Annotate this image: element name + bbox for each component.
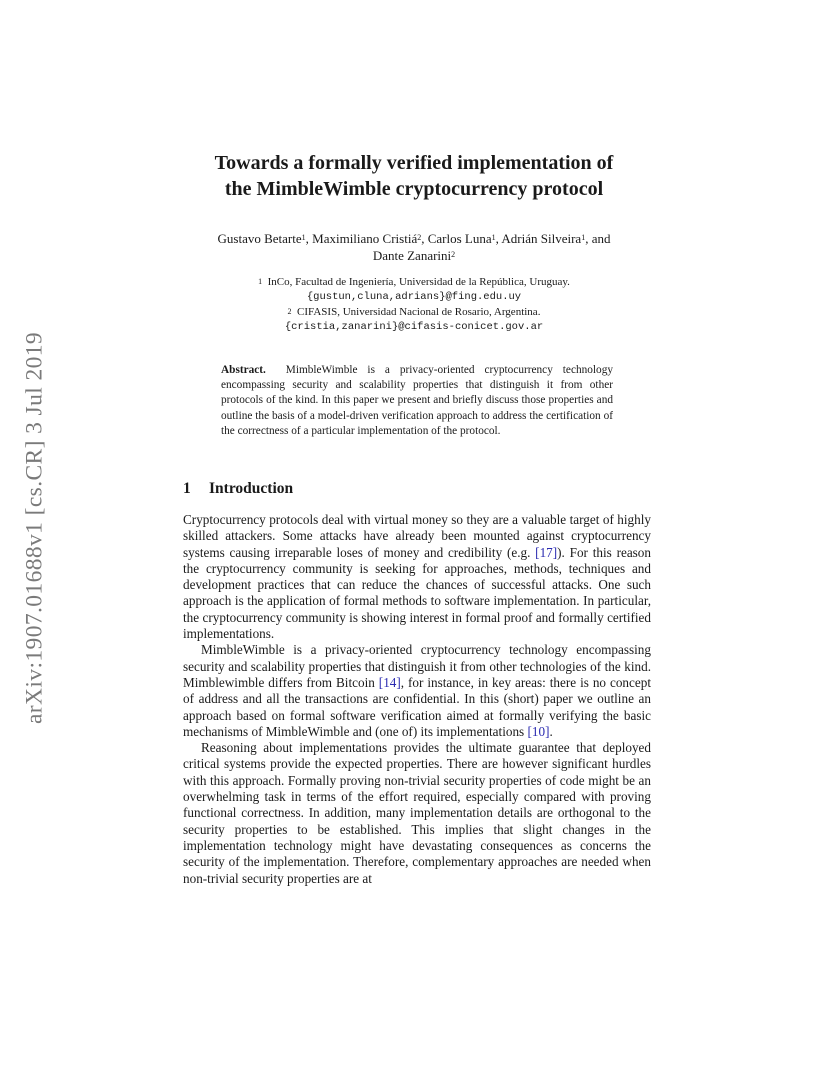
citation-link[interactable]: [10] bbox=[527, 723, 550, 739]
author-name: , Adrián Silveira bbox=[495, 231, 582, 246]
author-conjunction: , and bbox=[585, 231, 611, 246]
paragraph-text: . bbox=[549, 723, 553, 739]
affiliations bbox=[160, 275, 668, 335]
citation-link[interactable]: [14] bbox=[378, 674, 401, 690]
paragraph-1 bbox=[183, 512, 651, 642]
arxiv-identifier: arXiv:1907.01688v1 [cs.CR] 3 Jul 2019 bbox=[21, 331, 48, 725]
author-line-2 bbox=[160, 247, 668, 264]
paragraph-text: Reasoning about implementations provides the ultimate guarantee that deployed critical systems provide the expected properties. There are however significant hurdles with this approach. Formally proving non-trivial security properties of code might be an overwhelming task in terms of the effort required, especially compared with proving functional correctness. In addition, many implementation details are orthogonal to the security properties to be established. This implies that slight changes in the implementation technology might have devastating consequences as concerns the security of the implementation. Therefore, complementary approaches are needed when non-trivial security properties are at bbox=[183, 740, 651, 886]
author-name: , Maximiliano Cristiá bbox=[305, 231, 418, 246]
affiliation-2-email: {cristia,zanarini}@cifasis-conicet.gov.ar bbox=[284, 321, 544, 333]
paragraph-2 bbox=[183, 642, 651, 740]
author-list bbox=[160, 230, 668, 264]
affiliation-1 bbox=[160, 275, 668, 290]
affiliation-text: CIFASIS, Universidad Nacional de Rosario, Argentina. bbox=[297, 306, 541, 318]
abstract-text: MimbleWimble is a privacy-oriented cryptocurrency technology encompassing security and scalability properties that distinguish it from other protocols of the kind. In this paper we present and briefly discuss those properties and outline the basis of a model-driven verification approach to address the certification of the correctness of a particular implementation of the protocol. bbox=[221, 364, 613, 437]
paragraph-text: MimbleWimble is a privacy-oriented cryptocurrency technology encompassing security and scalability properties that distinguish it from other technologies of the kind. Mimblewimble differs from Bitcoin bbox=[183, 642, 651, 690]
affiliation-marker: 1 bbox=[491, 233, 496, 242]
section-body bbox=[183, 512, 651, 887]
affiliation-marker: 2 bbox=[417, 233, 422, 242]
affiliation-marker: 2 bbox=[451, 250, 456, 259]
section-heading bbox=[183, 480, 293, 498]
affiliation-1-email: {gustun,cluna,adrians}@fing.edu.uy bbox=[306, 291, 522, 303]
paragraph-text: ). For this reason the cryptocurrency community is seeking for approaches, methods, techniques and development practices that can reduce the chances of successful attacks. One such approach is the application of formal methods to software implementation. In particular, the cryptocurrency community is showing interest in formal proof and formally certified implementations. bbox=[183, 544, 651, 642]
title-line-1: Towards a formally verified implementation of bbox=[214, 152, 614, 174]
affiliation-marker: 1 bbox=[301, 233, 306, 242]
section-title: Introduction bbox=[209, 480, 294, 497]
affiliation-number: 1 bbox=[258, 277, 263, 286]
author-name: Gustavo Betarte bbox=[217, 231, 302, 246]
title-line-2: the MimbleWimble cryptocurrency protocol bbox=[224, 178, 604, 200]
abstract-label: Abstract. bbox=[221, 364, 266, 376]
section-number: 1 bbox=[183, 480, 191, 497]
affiliation-text: InCo, Facultad de Ingeniería, Universidad de la República, Uruguay. bbox=[267, 276, 570, 288]
paragraph-text: Cryptocurrency protocols deal with virtual money so they are a valuable target of highly skilled attackers. Some attacks have already been mounted against cryptocurrency systems causing irreparable loses of money and credibility (e.g. bbox=[183, 512, 651, 560]
affiliation-marker: 1 bbox=[581, 233, 586, 242]
citation-link[interactable]: [17] bbox=[535, 544, 558, 560]
paragraph-text: , for instance, in key areas: there is no concept of address and all the transactions are confidential. In this (short) paper we outline an approach based on formal software verification aimed at formally verifying the basic mechanisms of MimbleWimble and (one of) its implementations bbox=[183, 674, 651, 739]
author-name: , Carlos Luna bbox=[421, 231, 492, 246]
abstract bbox=[221, 363, 613, 439]
affiliation-2 bbox=[160, 305, 668, 320]
affiliation-number: 2 bbox=[287, 307, 292, 316]
author-name: Dante Zanarini bbox=[372, 248, 452, 263]
author-line-1 bbox=[160, 230, 668, 247]
arxiv-identifier-stamp bbox=[20, 300, 50, 756]
paper-title bbox=[140, 150, 688, 202]
paragraph-3 bbox=[183, 740, 651, 887]
